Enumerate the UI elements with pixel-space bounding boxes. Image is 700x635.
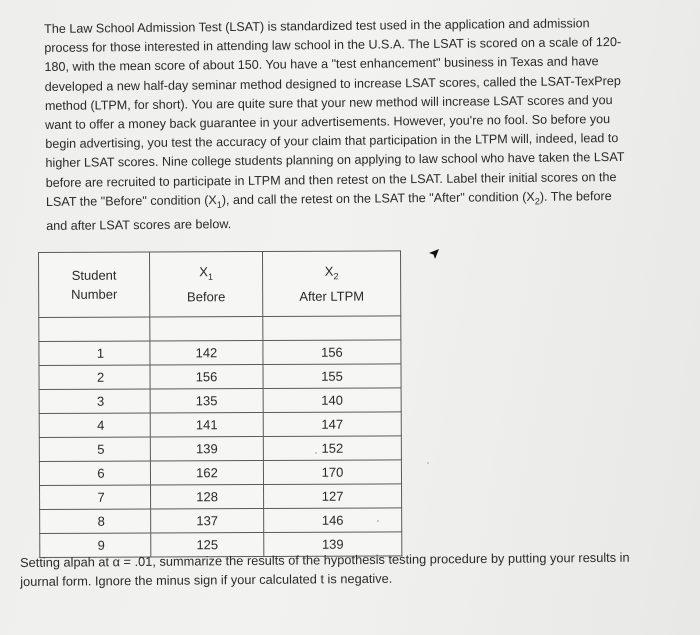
student-number: 8	[97, 513, 105, 529]
lsat-scores-table	[38, 250, 402, 558]
intro-text: The Law School Admission Test (LSAT) is standardized test used in the application and admission process for those interested in attending law school in the U.S.A. The LSAT is scored on a scale of 120-180, with the mean score of about 150. You have a "test enhancement" business in Texas and have developed a new half-day seminar method designed to increase LSAT scores, called the LSAT-TexPrep method (LTPM, for short). You are quite sure that your new method will increase LSAT scores and you want to offer a money back guarantee in your advertisements. However, you're no fool. So before you begin advertising, you test the accuracy of your claim that participation in the LTPM will, indeed, lead to higher LSAT scores. Nine college students planning on applying to law school who have taken the LSAT before are recruited to participate in LTPM and then retest on the LSAT. Label their initial scores on the LSAT the "Before" condition (X	[44, 16, 625, 209]
before-score: 125	[151, 533, 264, 557]
student-number: 7	[97, 489, 105, 505]
before-score: 162	[150, 461, 263, 485]
intro-subscript-1: 1	[216, 199, 222, 210]
before-score: 135	[150, 389, 263, 413]
student-number: 4	[97, 417, 105, 433]
after-score: 140	[263, 388, 401, 413]
student-number: 2	[96, 369, 105, 385]
header-x1-sub: 1	[207, 272, 213, 283]
student-number: 6	[97, 465, 105, 481]
intro-subscript-2: 2	[534, 196, 540, 207]
intro-text-mid: ), and call the retest on the LSAT the "After" condition (X	[221, 189, 535, 207]
table-row	[40, 508, 402, 534]
table-row	[39, 436, 401, 462]
header-student-label: Student	[71, 267, 117, 283]
table-row	[40, 484, 402, 510]
table-row	[39, 460, 401, 486]
before-score: 156	[150, 365, 263, 389]
table-row	[39, 364, 401, 390]
student-number: 1	[96, 345, 105, 361]
after-score: 127	[264, 484, 402, 509]
before-score: 142	[150, 341, 263, 365]
stray-mark	[377, 520, 379, 522]
before-score: 139	[150, 437, 263, 461]
header-after	[263, 251, 401, 317]
after-score: 147	[263, 412, 401, 437]
student-number: 3	[96, 393, 105, 409]
table-header-row	[39, 251, 401, 318]
intro-paragraph	[44, 14, 636, 236]
mouse-cursor-icon	[428, 248, 440, 260]
table-row	[39, 412, 401, 438]
header-before-label: Before	[187, 288, 226, 305]
question-text: Setting alpah at α = .01, summarize the results of the hypothesis testing procedure by putting your results in journal form. Ignore the minus sign if your calculated t is negative.	[20, 549, 630, 589]
after-score: 155	[263, 364, 401, 389]
header-after-label: After LTPM	[299, 288, 365, 304]
header-x1-var: X	[199, 264, 208, 280]
intro-text-end: ). The before and after LSAT scores are below.	[46, 188, 612, 233]
table-row	[39, 340, 401, 366]
header-x2-sub: 2	[333, 271, 339, 282]
header-before	[150, 252, 263, 317]
after-score: 170	[263, 460, 401, 485]
stray-mark	[427, 462, 429, 464]
before-score: 137	[151, 509, 264, 533]
table-row	[39, 388, 401, 414]
after-score: 146	[264, 508, 402, 533]
student-number: 9	[97, 537, 105, 553]
before-score: 128	[151, 485, 264, 509]
header-student-number	[39, 252, 150, 317]
header-number-label: Number	[71, 286, 118, 302]
student-number: 5	[97, 441, 105, 457]
stray-mark	[315, 452, 317, 454]
before-score: 141	[150, 413, 263, 437]
after-score: 152	[263, 436, 401, 461]
after-score: 139	[264, 532, 402, 557]
table-spacer-row	[39, 316, 401, 342]
question-text-block	[20, 547, 660, 591]
header-x2-var: X	[324, 263, 334, 279]
after-score: 156	[263, 340, 401, 365]
